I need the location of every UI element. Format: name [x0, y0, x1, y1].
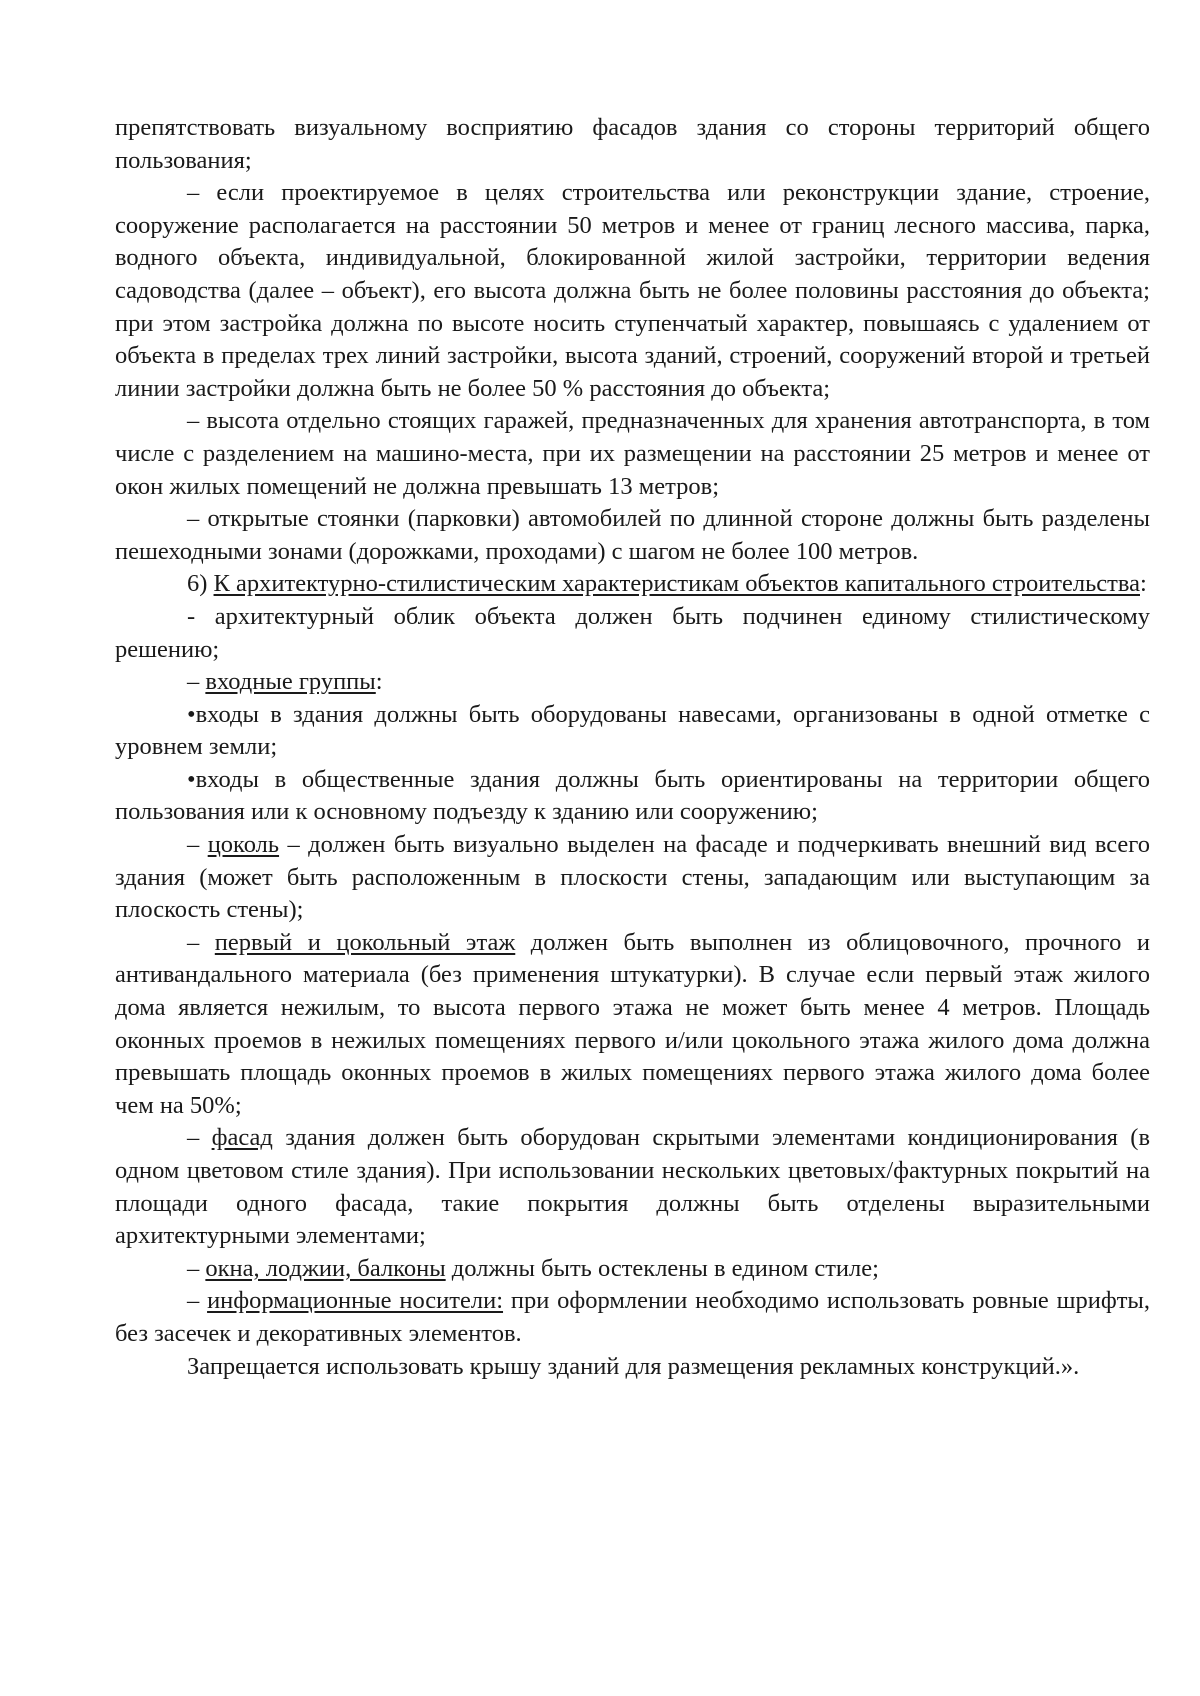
paragraph-windows: – окна, лоджии, балконы должны быть остеклены в едином стиле; [187, 1254, 879, 1282]
paragraph-first-floor: – первый и цокольный этаж должен быть выполнен из облицовочного, прочного и антивандального материала (без применения штукатурки). В случае если первый этаж жилого дома является нежилым, то высота первого этажа не может быть менее 4 метров. Площадь оконных проемов в нежилых помещениях первого и/или цокольного этажа жилого дома должна превышать площадь оконных проемов в жилых помещениях первого этажа жилого дома более чем на 50%; [115, 928, 1151, 1119]
paragraph-facade: – фасад здания должен быть оборудован скрытыми элементами кондиционирования (в одном цветовом стиле здания). При использовании нескольких цветовых/фактурных покрытий на площади одного фасада, такие покрытия должны быть отделены выразительными архитектурными элементами; [115, 1124, 1151, 1250]
paragraph-plinth: – цоколь – должен быть визуально выделен на фасаде и подчеркивать внешний вид всего здания (может быть расположенным в плоскости стены, западающим или выступающим за плоскость стены); [115, 831, 1150, 924]
section-number: 6) [187, 570, 214, 598]
term-entrance-groups: входные группы [205, 668, 376, 696]
paragraph-garage-height: – высота отдельно стоящих гаражей, предназначенных для хранения автотранспорта, в том числе с разделением на машино-места, при их размещении на расстоянии 25 метров и менее от окон жилых помещений не должна превышать 13 метров; [115, 407, 1150, 500]
bullet-entrances-canopies: •входы в здания должны быть оборудованы навесами, организованы в одной отметке с уровнем земли; [115, 700, 1150, 761]
section-heading-architecture: 6) К архитектурно-стилистическим характеристикам объектов капитального строительства: [187, 570, 1147, 598]
paragraph-building-height: – если проектируемое в целях строительства или реконструкции здание, строение, сооружение располагается на расстоянии 50 метров и менее от границ лесного массива, парка, водного объекта, индивидуальной, блокированной жилой застройки, территории ведения садоводства (далее – объект), его высота должна быть не более половины расстояния до объекта; при этом застройка должна по высоте носить ступенчатый характер, повышаясь с удалением от объекта в пределах трех линий застройки, высота зданий, строений, сооружений второй и третьей линии застройки должна быть не более 50 % расстояния до объекта; [115, 179, 1150, 402]
bullet-public-entrances: •входы в общественные здания должны быть ориентированы на территории общего пользования или к основному подъезду к зданию или сооружению; [115, 765, 1150, 826]
section-title: К архитектурно-стилистическим характеристикам объектов капитального строительства [213, 570, 1140, 598]
paragraph-continuation: препятствовать визуальному восприятию фасадов здания со стороны территорий общего пользования; [115, 114, 1150, 174]
term-facade: фасад [211, 1124, 273, 1152]
term-plinth: цоколь [207, 831, 280, 859]
term-windows: окна, лоджии, балконы [205, 1254, 446, 1282]
document-page [115, 112, 1150, 1383]
subheading-entrance-groups: – входные группы: [187, 668, 383, 696]
term-information-carriers: информационные носители: [207, 1287, 504, 1315]
paragraph-parking: – открытые стоянки (парковки) автомобилей по длинной стороне должны быть разделены пешеходными зонами (дорожками, проходами) с шагом не более 100 метров. [115, 505, 1150, 565]
paragraph-architectural-appearance: - архитектурный облик объекта должен быть подчинен единому стилистическому решению; [115, 602, 1150, 663]
paragraph-information-carriers: – информационные носители: при оформлении необходимо использовать ровные шрифты, без засечек и декоративных элементов. [115, 1287, 1151, 1347]
paragraph-roof-advertising: Запрещается использовать крышу зданий для размещения рекламных конструкций.». [187, 1352, 1080, 1380]
term-first-floor: первый и цокольный этаж [214, 928, 516, 956]
